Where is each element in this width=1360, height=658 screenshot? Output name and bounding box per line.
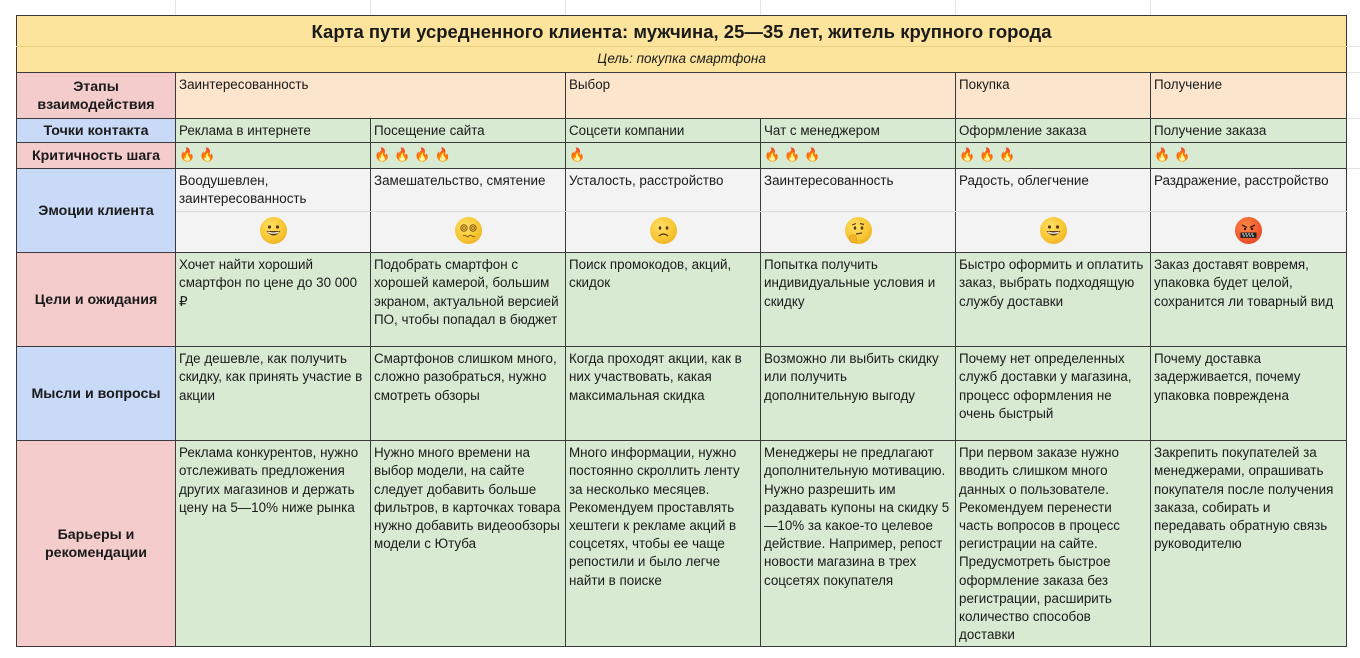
- fire-icon: 🔥: [1174, 147, 1191, 163]
- criticality-cell[interactable]: [566, 143, 761, 169]
- criticality-cell[interactable]: [1151, 143, 1347, 169]
- emotion-icon-cell[interactable]: [1151, 212, 1347, 253]
- fire-icon: 🔥: [374, 147, 391, 163]
- goals-cell[interactable]: Подобрать смартфон с хорошей камерой, большим экраном, актуальной версией ПО, чтобы попадал в бюджет: [371, 253, 566, 347]
- barriers-cell[interactable]: Закрепить покупателей за менеджерами, опрашивать покупателя после получения заказа, собирать и передавать обратную связь руководителю: [1151, 441, 1347, 647]
- stage-cell[interactable]: Заинтересованность: [176, 73, 566, 119]
- row-label-touchpoints[interactable]: Точки контакта: [17, 119, 176, 143]
- thoughts-cell[interactable]: Возможно ли выбить скидку или получить дополнительную выгоду: [761, 347, 956, 441]
- touchpoint-cell[interactable]: Получение заказа: [1151, 119, 1347, 143]
- fire-icon: 🔥: [1154, 147, 1171, 163]
- emotion-text-cell[interactable]: Усталость, расстройство: [566, 169, 761, 212]
- row-label-stages[interactable]: Этапы взаимодействия: [17, 73, 176, 119]
- goals-cell[interactable]: Поиск промокодов, акций, скидок: [566, 253, 761, 347]
- dizzy-face-icon: [455, 217, 482, 244]
- fire-icon: 🔥: [199, 147, 216, 163]
- fire-icon: 🔥: [979, 147, 996, 163]
- row-label-thoughts[interactable]: Мысли и вопросы: [17, 347, 176, 441]
- fire-icon: 🔥: [394, 147, 411, 163]
- criticality-cell[interactable]: [371, 143, 566, 169]
- touchpoint-cell[interactable]: Реклама в интернете: [176, 119, 371, 143]
- barriers-cell[interactable]: Менеджеры не предлагают дополнительную мотивацию. Нужно разрешить им раздавать купоны на скидку 5—10% за какое-то целевое действие. Например, репост новости магазина в трех соцсетях покупателя: [761, 441, 956, 647]
- thinking-face-icon: [845, 217, 872, 244]
- criticality-cell[interactable]: [956, 143, 1151, 169]
- stage-cell[interactable]: Покупка: [956, 73, 1151, 119]
- emotion-icon-cell[interactable]: [176, 212, 371, 253]
- frowning-face-icon: [650, 217, 677, 244]
- goals-cell[interactable]: Попытка получить индивидуальные условия и скидку: [761, 253, 956, 347]
- grinning-face-icon: [1040, 217, 1067, 244]
- emotion-icon-cell[interactable]: [566, 212, 761, 253]
- fire-icon: 🔥: [999, 147, 1016, 163]
- goals-cell[interactable]: Заказ доставят вовремя, упаковка будет целой, сохранится ли товарный вид: [1151, 253, 1347, 347]
- thoughts-cell[interactable]: Почему нет определенных служб доставки у магазина, процесс оформления не очень быстрый: [956, 347, 1151, 441]
- thoughts-cell[interactable]: Когда проходят акции, как в них участвовать, какая максимальная скидка: [566, 347, 761, 441]
- row-label-barriers[interactable]: Барьеры и рекомендации: [17, 441, 176, 647]
- emotion-text-cell[interactable]: Замешательство, смятение: [371, 169, 566, 212]
- fire-icon: 🔥: [569, 147, 586, 163]
- stage-cell[interactable]: Выбор: [566, 73, 956, 119]
- emotion-icon-cell[interactable]: [761, 212, 956, 253]
- fire-icon: 🔥: [764, 147, 781, 163]
- emotion-icon-cell[interactable]: [371, 212, 566, 253]
- touchpoint-cell[interactable]: Оформление заказа: [956, 119, 1151, 143]
- barriers-cell[interactable]: Реклама конкурентов, нужно отслеживать предложения других магазинов и держать цену на 5—10% ниже рынка: [176, 441, 371, 647]
- emotion-text-cell[interactable]: Заинтересованность: [761, 169, 956, 212]
- touchpoint-cell[interactable]: Чат с менеджером: [761, 119, 956, 143]
- fire-icon: 🔥: [434, 147, 451, 163]
- goals-cell[interactable]: Хочет найти хороший смартфон по цене до 30 000 ₽: [176, 253, 371, 347]
- row-label-criticality[interactable]: Критичность шага: [17, 143, 176, 169]
- grinning-face-icon: [260, 217, 287, 244]
- goal-subtitle[interactable]: Цель: покупка смартфона: [17, 47, 1347, 73]
- emotion-text-cell[interactable]: Раздражение, расстройство: [1151, 169, 1347, 212]
- fire-icon: 🔥: [804, 147, 821, 163]
- row-label-emotions[interactable]: Эмоции клиента: [17, 169, 176, 253]
- fire-icon: 🔥: [414, 147, 431, 163]
- emotion-icon-cell[interactable]: [956, 212, 1151, 253]
- emotion-text-cell[interactable]: Радость, облегчение: [956, 169, 1151, 212]
- touchpoint-cell[interactable]: Соцсети компании: [566, 119, 761, 143]
- touchpoint-cell[interactable]: Посещение сайта: [371, 119, 566, 143]
- barriers-cell[interactable]: При первом заказе нужно вводить слишком много данных о пользователе. Рекомендуем перенести часть вопросов в процесс регистрации на сайте. Предусмотреть быстрое оформление заказа без регистрации, расширить количество способов доставки: [956, 441, 1151, 647]
- thoughts-cell[interactable]: Почему доставка задерживается, почему упаковка повреждена: [1151, 347, 1347, 441]
- page-title[interactable]: Карта пути усредненного клиента: мужчина, 25—35 лет, житель крупного города: [17, 16, 1347, 47]
- fire-icon: 🔥: [179, 147, 196, 163]
- thoughts-cell[interactable]: Смартфонов слишком много, сложно разобраться, нужно смотреть обзоры: [371, 347, 566, 441]
- criticality-cell[interactable]: [761, 143, 956, 169]
- barriers-cell[interactable]: Много информации, нужно постоянно скроллить ленту за несколько месяцев. Рекомендуем проставлять хештеги к рекламе акций в соцсетях, чтобы ее чаще репостили и было легче найти в поиске: [566, 441, 761, 647]
- barriers-cell[interactable]: Нужно много времени на выбор модели, на сайте следует добавить больше фильтров, в карточках товара нужно добавить видеообзоры модели с Ютуба: [371, 441, 566, 647]
- goals-cell[interactable]: Быстро оформить и оплатить заказ, выбрать подходящую службу доставки: [956, 253, 1151, 347]
- customer-journey-map: [16, 15, 1347, 647]
- fire-icon: 🔥: [784, 147, 801, 163]
- row-label-goals[interactable]: Цели и ожидания: [17, 253, 176, 347]
- cursing-face-icon: [1235, 217, 1262, 244]
- thoughts-cell[interactable]: Где дешевле, как получить скидку, как принять участие в акции: [176, 347, 371, 441]
- emotion-text-cell[interactable]: Воодушевлен, заинтересованность: [176, 169, 371, 212]
- fire-icon: 🔥: [959, 147, 976, 163]
- criticality-cell[interactable]: [176, 143, 371, 169]
- stage-cell[interactable]: Получение: [1151, 73, 1347, 119]
